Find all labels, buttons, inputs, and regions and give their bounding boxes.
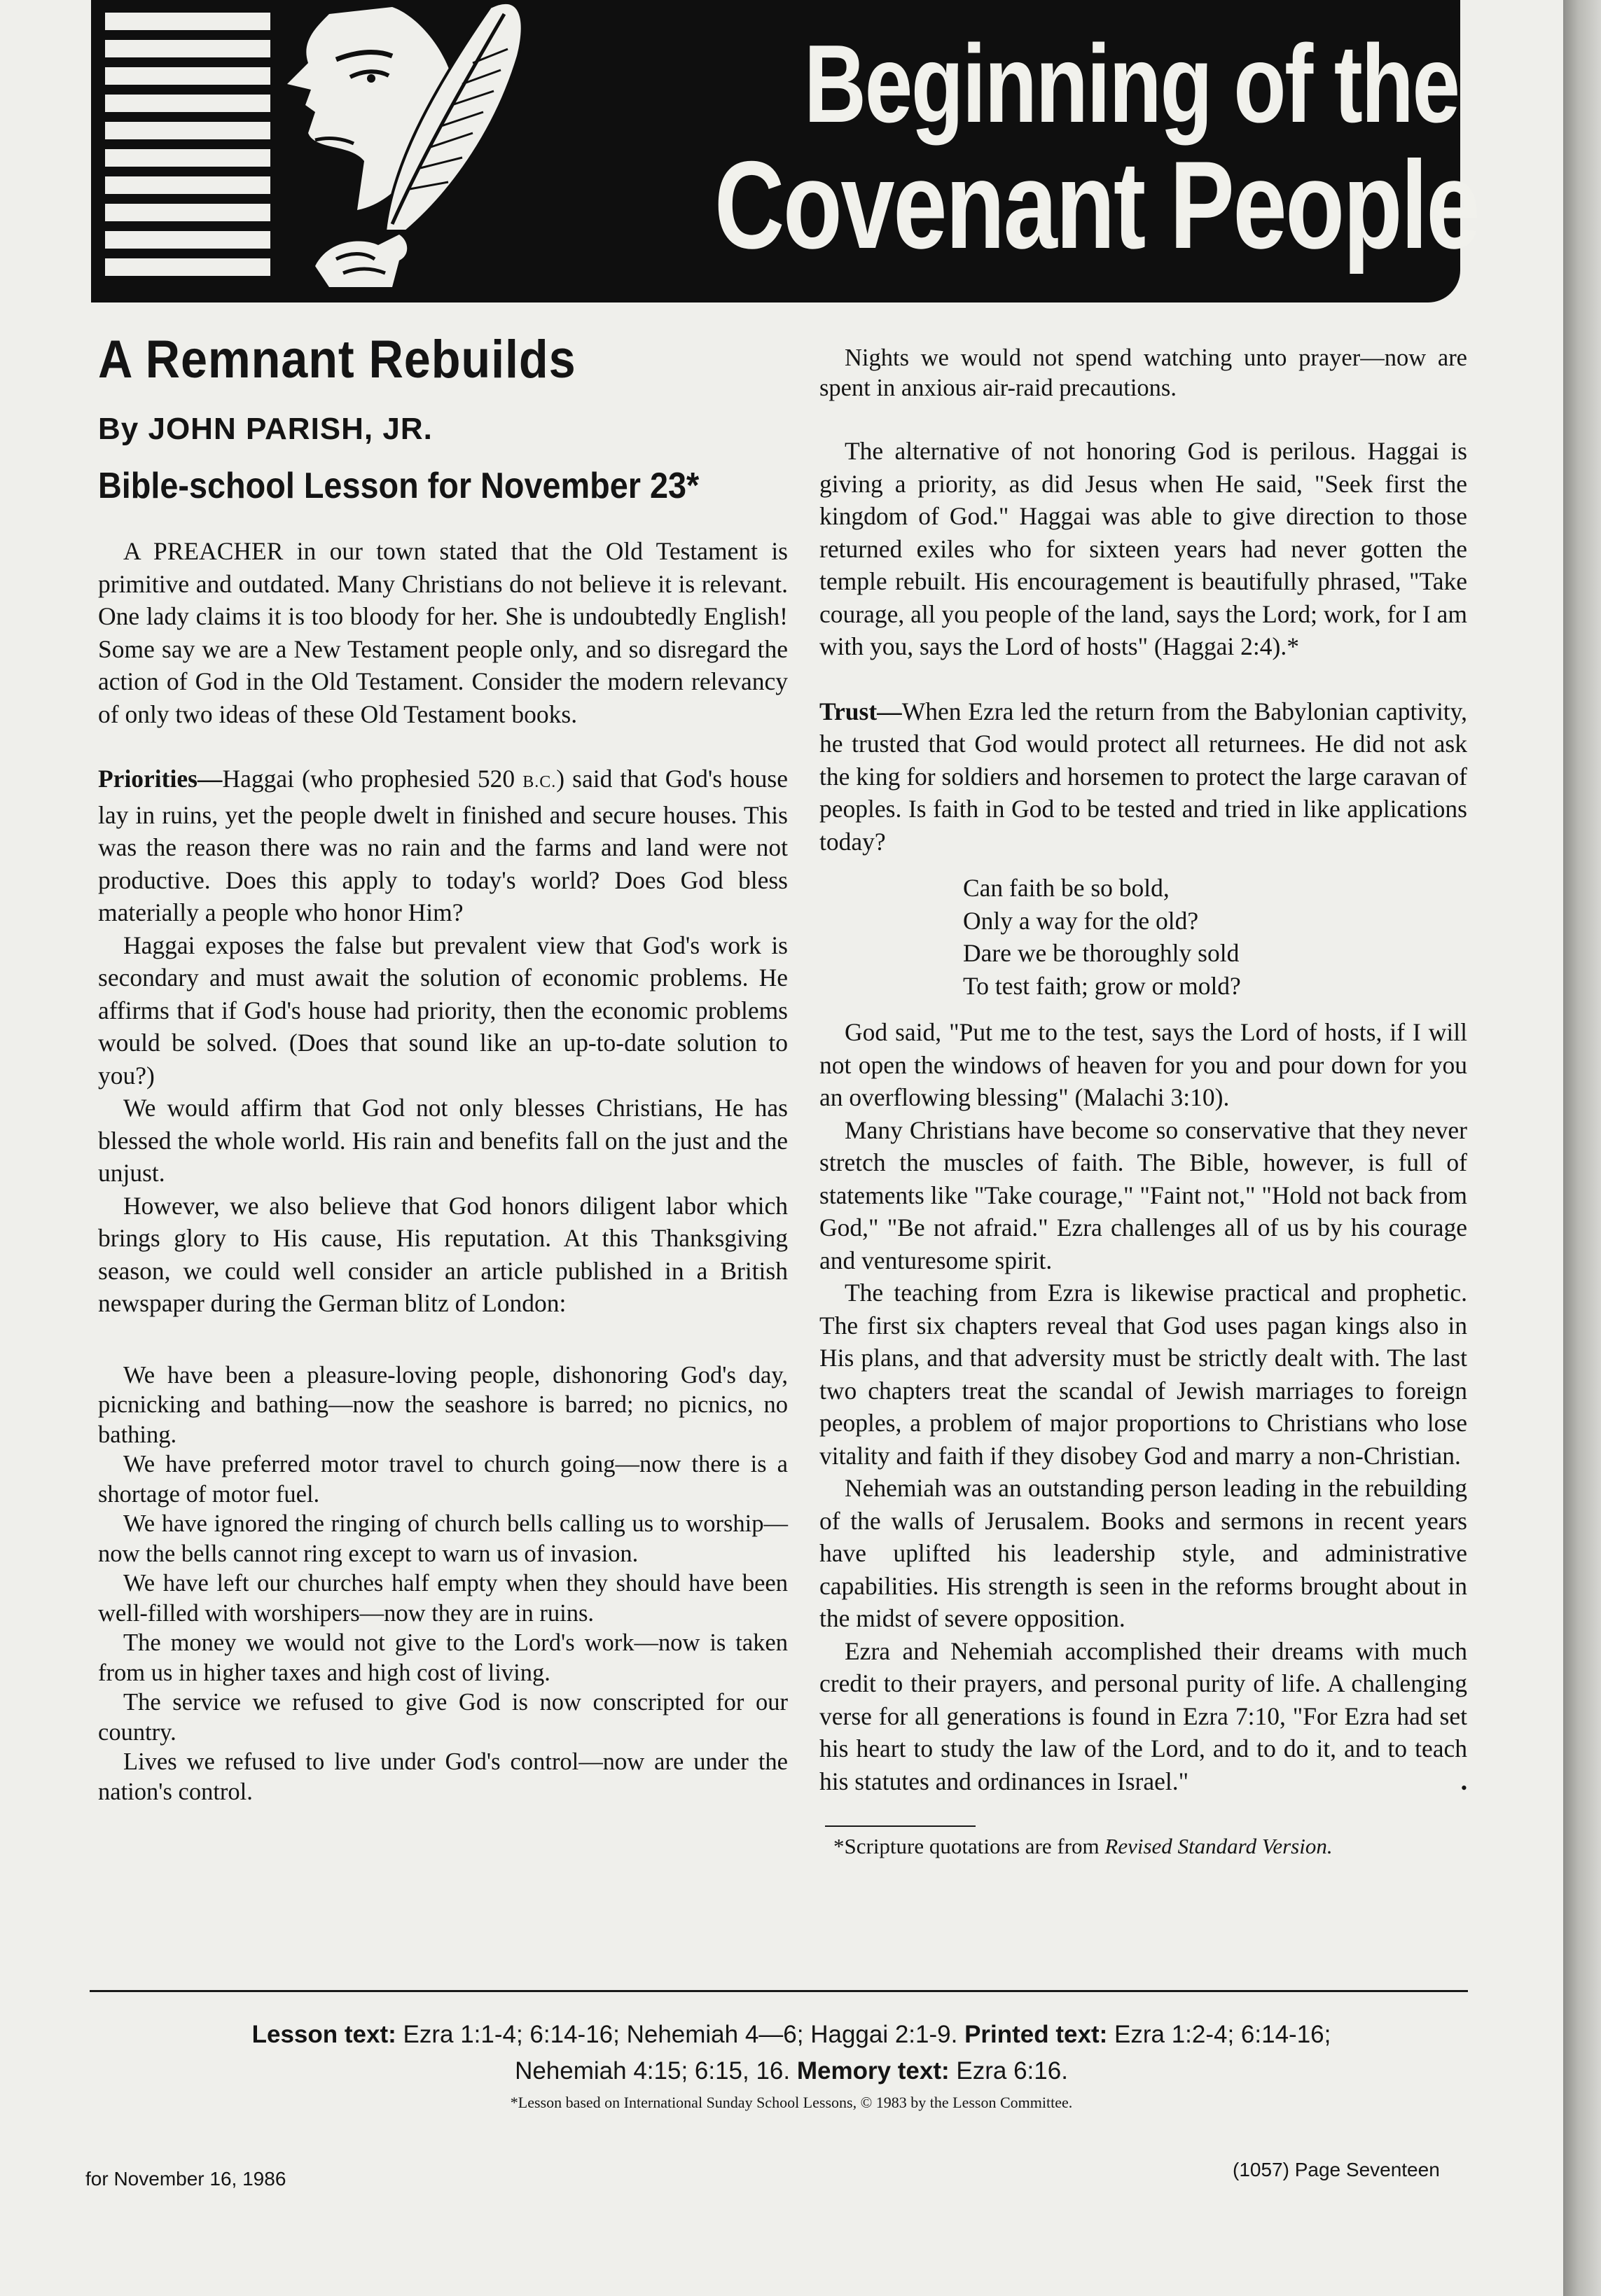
- quote-line: Lives we refused to live under God's control—now are under the nation's control.: [98, 1748, 788, 1805]
- quote-line: We have been a pleasure-loving people, dishonoring God's day, picnicking and bathing—now the seashore is barred; no picnics, no bathing.: [98, 1361, 788, 1448]
- memory-value: Ezra 6:16.: [949, 2057, 1068, 2085]
- printed-value-cont: Nehemiah 4:15; 6:15, 16.: [515, 2057, 797, 2085]
- footnote-prefix: *Scripture quotations are from: [833, 1834, 1105, 1858]
- haggai-paragraph: Haggai exposes the false but prevalent view that God's work is secondary and must await the solution of economic problems. He affirms that if God's house had priority, then the economic problems would be solved. (Does that sound like an up-to-date solution to you?): [98, 931, 788, 1090]
- title-banner: [91, 0, 1479, 302]
- newspaper-quote-continued: [819, 343, 1467, 403]
- lesson-text-box: [105, 2017, 1478, 2089]
- priorities-text-a: Haggai (who prophesied 520: [222, 765, 523, 793]
- alternative-paragraph: The alternative of not honoring God is perilous. Haggai is giving a priority, as did Jesus when He said, "Seek first the kingdom of God." Haggai was able to give direction to those returned exiles who for sixteen years had never gotten the temple rebuilt. His encouragement is beautifully phrased, "Take courage, all you people of the land, says the Lord; work, for I am with you, says the Lord of hosts" (Haggai 2:4).*: [819, 437, 1467, 660]
- priorities-text-b: ) said that God's house lay in ruins, yet the people dwelt in finished and secure houses. This was the reason there was no rain and the farms and land were not productive. Does this apply to today's world? Does God bless materially a people who honor Him?: [98, 765, 788, 926]
- many-christians-paragraph: Many Christians have become so conservative that they never stretch the muscles of faith. The Bible, however, is full of statements like "Take courage," "Faint not," "Hold not back from God," "Be not afraid." Ezra challenges all of us by his courage and venturesome spirit.: [819, 1115, 1467, 1274]
- article-subhead: Bible-school Lesson for November 23*: [98, 466, 700, 506]
- footnote-source: Revised Standard Version.: [1104, 1834, 1333, 1858]
- banner-title-line-2: Covenant People: [714, 135, 1479, 274]
- poem-line: Can faith be so bold,: [963, 874, 1170, 902]
- god-said-paragraph: God said, "Put me to the test, says the Lord of hosts, if I will not open the windows of heaven for you and pour down for you an overflowing blessing" (Malachi 3:10).: [819, 1018, 1467, 1111]
- printed-value: Ezra 1:2-4; 6:14-16;: [1107, 2021, 1331, 2048]
- priorities-bc: B.C.: [522, 773, 557, 791]
- ezra-nehemiah-text: Ezra and Nehemiah accomplished their dreams with much credit to their prayers, and personal purity of life. A challenging verse for all generations is found in Ezra 7:10, "For Ezra had set his heart to study the law of the Lord, and to do it, and to teach his statutes and ordinances in Israel.": [819, 1636, 1467, 1795]
- quote-line: We have preferred motor travel to church going—now there is a shortage of motor fuel.: [98, 1451, 788, 1508]
- article-headline: A Remnant Rebuilds: [98, 330, 576, 389]
- poem-line: Only a way for the old?: [963, 906, 1199, 935]
- binding-edge: [1563, 0, 1601, 2296]
- however-paragraph: However, we also believe that God honors diligent labor which brings glory to His cause, His reputation. At this Thanksgiving season, we could well consider an article published in a British newspaper during the German blitz of London:: [98, 1191, 788, 1317]
- newspaper-quote: [98, 1361, 788, 1807]
- poem: [963, 872, 1467, 1002]
- trust-text: When Ezra led the return from the Babylonian captivity, he trusted that God would protect all returnees. He did not ask the king for soldiers and horsemen to protect the large caravan of peoples. Is faith in God to be tested and tried in like applications today?: [819, 697, 1467, 856]
- issue-date: for November 16, 1986: [85, 2168, 286, 2190]
- priorities-label: Priorities—: [98, 765, 223, 793]
- quote-line: The money we would not give to the Lord's work—now is taken from us in higher taxes and high cost of living.: [98, 1629, 788, 1686]
- nehemiah-paragraph: Nehemiah was an outstanding person leading in the rebuilding of the walls of Jerusalem. Books and sermons in recent years have uplifted his leadership style, and administrative capabilities. His strength is seen in the reforms brought about in the midst of severe opposition.: [819, 1474, 1467, 1632]
- ezra-nehemiah-paragraph: [819, 1635, 1467, 1798]
- trust-label: Trust—: [819, 697, 902, 725]
- affirm-paragraph: We would affirm that God not only blesses Christians, He has blessed the whole world. His rain and benefits fall on the just and the unjust.: [98, 1094, 788, 1187]
- poem-line: To test faith; grow or mold?: [963, 971, 1241, 1000]
- scripture-footnote: [833, 1834, 1467, 1859]
- priorities-paragraph: [98, 763, 788, 929]
- decorative-stripes: [105, 13, 270, 286]
- quote-line: We have left our churches half empty when they should have been well-filled with worshipers—now they are in ruins.: [98, 1570, 788, 1627]
- article-column-right: [819, 343, 1467, 1859]
- end-of-article-mark: •: [1460, 1777, 1467, 1798]
- poem-line: Dare we be thoroughly sold: [963, 939, 1240, 967]
- quote-line: The service we refused to give God is now conscripted for our country.: [98, 1689, 788, 1746]
- lesson-credit: *Lesson based on International Sunday School Lessons, © 1983 by the Lesson Committee.: [510, 2094, 1073, 2111]
- teaching-paragraph: The teaching from Ezra is likewise practical and prophetic. The first six chapters reveal that God uses pagan kings also in His plans, and that adversity must be strictly dealt with. The last two chapters treat the scandal of Jewish marriages to foreign peoples, a problem of major proportions to Christians who lose vitality and faith if they disobey God and marry a non-Christian.: [819, 1279, 1467, 1470]
- article-byline: By JOHN PARISH, JR.: [98, 412, 433, 446]
- intro-paragraph: A PREACHER in our town stated that the Old Testament is primitive and outdated. Many Christians do not believe it is relevant. One lady claims it is too bloody for her. She is undoubtedly English! Some say we are a New Testament people only, and so disregard the action of God in the Old Testament. Consider the modern relevancy of only two ideas of these Old Testament books.: [98, 537, 788, 728]
- banner-title-line-1: Beginning of the: [804, 22, 1459, 146]
- printed-label: Printed text:: [964, 2021, 1108, 2048]
- quote-line: Nights we would not spend watching unto prayer—now are spent in anxious air-raid precautions.: [819, 345, 1467, 401]
- quote-line: We have ignored the ringing of church bells calling us to worship—now the bells cannot ring except to warn us of invasion.: [98, 1510, 788, 1567]
- page-number: (1057) Page Seventeen: [1233, 2159, 1440, 2180]
- footnote-divider: [825, 1825, 976, 1827]
- scholar-with-quill-icon: [287, 0, 651, 302]
- trust-paragraph: [819, 695, 1467, 858]
- lesson-value: Ezra 1:1-4; 6:14-16; Nehemiah 4—6; Haggai 2:1-9.: [396, 2021, 965, 2048]
- section-divider: [90, 1990, 1468, 1992]
- memory-label: Memory text:: [796, 2057, 950, 2085]
- article-column-left: [98, 329, 788, 1807]
- lesson-label: Lesson text:: [251, 2021, 396, 2048]
